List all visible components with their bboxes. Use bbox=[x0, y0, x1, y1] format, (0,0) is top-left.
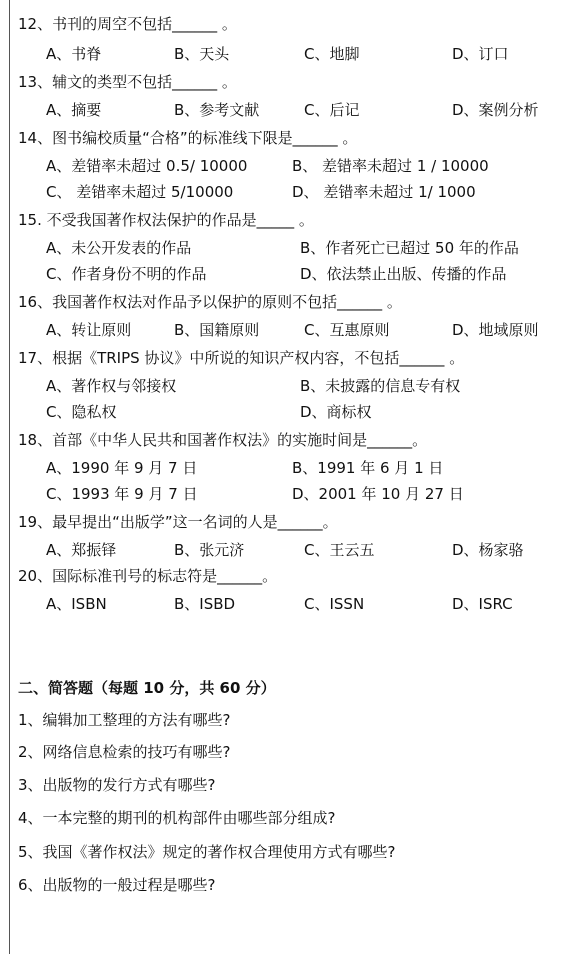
option-b: B、国籍原则 bbox=[174, 321, 260, 339]
option-b: B、作者死亡已超过 50 年的作品 bbox=[300, 239, 519, 257]
option-a: A、ISBN bbox=[46, 595, 107, 613]
option-d: D、ISRC bbox=[452, 595, 513, 613]
option-c: C、隐私权 bbox=[46, 403, 117, 421]
question-stem: 14、图书编校质量“合格”的标准线下限是______ 。 bbox=[18, 129, 358, 147]
option-d: D、杨家骆 bbox=[452, 541, 524, 559]
option-b: B、参考文献 bbox=[174, 101, 260, 119]
option-a: A、书脊 bbox=[46, 45, 102, 63]
section-title: 二、简答题（每题 10 分，共 60 分） bbox=[18, 679, 276, 697]
option-b: B、天头 bbox=[174, 45, 230, 63]
option-a: A、郑振铎 bbox=[46, 541, 117, 559]
question-stem: 19、最早提出“出版学”这一名词的人是______。 bbox=[18, 513, 338, 531]
question-stem: 16、我国著作权法对作品予以保护的原则不包括______ 。 bbox=[18, 293, 402, 311]
short-answer-question: 1、编辑加工整理的方法有哪些? bbox=[18, 711, 231, 729]
option-b: B、ISBD bbox=[174, 595, 236, 613]
option-d: D、案例分析 bbox=[452, 101, 539, 119]
option-c: C、互惠原则 bbox=[304, 321, 390, 339]
option-a: A、未公开发表的作品 bbox=[46, 239, 192, 257]
option-c: C、 差错率未超过 5/10000 bbox=[46, 183, 234, 201]
option-d: D、商标权 bbox=[300, 403, 372, 421]
option-b: B、未披露的信息专有权 bbox=[300, 377, 461, 395]
question-stem: 20、国际标准刊号的标志符是______。 bbox=[18, 567, 278, 585]
option-a: A、差错率未超过 0.5/ 10000 bbox=[46, 157, 248, 175]
option-d: D、 差错率未超过 1/ 1000 bbox=[292, 183, 476, 201]
short-answer-question: 3、出版物的发行方式有哪些? bbox=[18, 776, 216, 794]
option-d: D、2001 年 10 月 27 日 bbox=[292, 485, 464, 503]
question-stem: 12、书刊的周空不包括______ 。 bbox=[18, 15, 237, 33]
option-a: A、摘要 bbox=[46, 101, 102, 119]
question-stem: 17、根据《TRIPS 协议》中所说的知识产权内容，不包括______ 。 bbox=[18, 349, 465, 367]
option-a: A、转让原则 bbox=[46, 321, 132, 339]
short-answer-question: 6、出版物的一般过程是哪些? bbox=[18, 876, 216, 894]
question-stem: 15. 不受我国著作权法保护的作品是_____ 。 bbox=[18, 211, 314, 229]
option-b: B、 差错率未超过 1 / 10000 bbox=[292, 157, 489, 175]
option-c: C、作者身份不明的作品 bbox=[46, 265, 207, 283]
option-d: D、地域原则 bbox=[452, 321, 539, 339]
option-c: C、王云五 bbox=[304, 541, 375, 559]
question-stem: 18、首部《中华人民共和国著作权法》的实施时间是______。 bbox=[18, 431, 428, 449]
option-b: B、1991 年 6 月 1 日 bbox=[292, 459, 444, 477]
option-c: C、1993 年 9 月 7 日 bbox=[46, 485, 198, 503]
question-stem: 13、辅文的类型不包括______ 。 bbox=[18, 73, 237, 91]
option-a: A、1990 年 9 月 7 日 bbox=[46, 459, 198, 477]
short-answer-question: 4、一本完整的期刊的机构部件由哪些部分组成? bbox=[18, 809, 336, 827]
option-c: C、地脚 bbox=[304, 45, 360, 63]
short-answer-question: 5、我国《著作权法》规定的著作权合理使用方式有哪些? bbox=[18, 843, 396, 861]
option-b: B、张元济 bbox=[174, 541, 245, 559]
option-d: D、依法禁止出版、传播的作品 bbox=[300, 265, 507, 283]
page-margin-line bbox=[9, 0, 10, 954]
short-answer-question: 2、网络信息检索的技巧有哪些? bbox=[18, 743, 231, 761]
option-d: D、订口 bbox=[452, 45, 509, 63]
option-c: C、ISSN bbox=[304, 595, 365, 613]
option-c: C、后记 bbox=[304, 101, 360, 119]
option-a: A、著作权与邻接权 bbox=[46, 377, 177, 395]
